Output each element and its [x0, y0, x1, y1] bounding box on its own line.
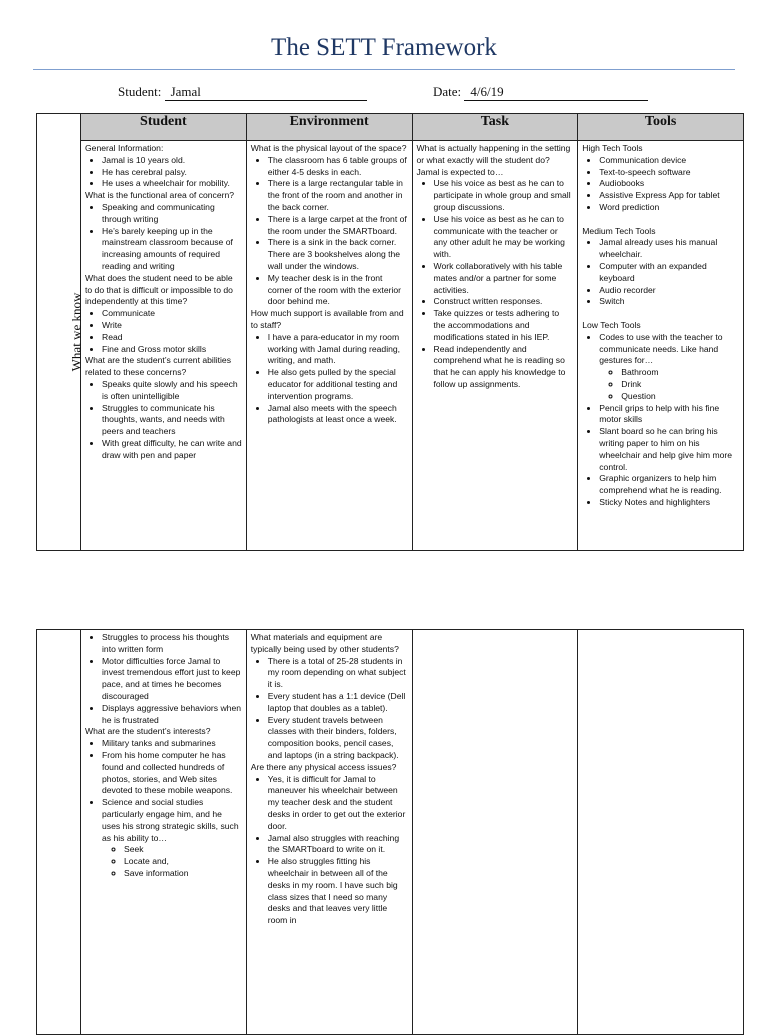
list-item: • Jamal is 10 years old.: [102, 155, 242, 167]
list-item: • He also gets pulled by the special educator for additional testing and intervention programs.: [268, 367, 408, 402]
cell-text: Medium Tech Tools: [582, 225, 656, 236]
bullet-list: [85, 155, 242, 190]
cell-text: What materials and equipment are typically being used by other students?: [250, 632, 399, 654]
list-item: • Take quizzes or tests adhering to the accommodations and modifications stated in his IEP.: [434, 308, 574, 343]
bullet-list: [85, 202, 242, 273]
bullet-list: [251, 656, 408, 762]
list-item: • Audiobooks: [599, 178, 739, 190]
content-row-continued: [37, 630, 744, 1035]
student-label: Student:: [118, 84, 162, 99]
list-item: • He uses a wheelchair for mobility.: [102, 178, 242, 190]
row-label-cell-continued: [37, 630, 81, 1035]
cell-text: [582, 308, 739, 320]
list-item: • Jamal already uses his manual wheelchair.: [599, 237, 739, 261]
list-item: • Communicate: [102, 308, 242, 320]
column-header-student: Student: [81, 114, 247, 141]
cell-text: [582, 214, 739, 226]
list-item: • He has cerebral palsy.: [102, 167, 242, 179]
cell-text: General Information:: [85, 143, 164, 153]
cell-text: What is the functional area of concern?: [85, 190, 235, 201]
student-cell: [81, 141, 247, 551]
column-header-tools: Tools: [578, 114, 744, 141]
bullet-list: [582, 237, 739, 308]
sub-bullet-list: [582, 367, 739, 402]
cell-text: Are there any physical access issues?: [250, 761, 397, 772]
bullet-list: [417, 178, 574, 390]
list-item: ◦ Question: [621, 391, 739, 403]
bullet-list: [85, 632, 242, 726]
student-field: [118, 84, 367, 101]
list-item: • Sticky Notes and highlighters: [599, 497, 739, 509]
list-item: • There is a total of 25-28 students in my room depending on what subject it is.: [268, 656, 408, 691]
list-item: • Use his voice as best as he can to communicate with the teacher or any other adult he may be working with.: [434, 214, 574, 261]
task-cell: [412, 141, 578, 551]
list-item: • Slant board so he can bring his writing paper to him on his wheelchair and help give him more control.: [599, 426, 739, 473]
list-item: • Codes to use with the teacher to communicate needs. Like hand gestures for…: [599, 332, 739, 367]
date-value: 4/6/19: [464, 84, 648, 101]
bullet-list: [582, 403, 739, 509]
list-item: • Use his voice as best as he can to participate in whole group and small group discussions.: [434, 178, 574, 213]
list-item: • With great difficulty, he can write and draw with pen and paper: [102, 438, 242, 462]
list-item: • Every student has a 1:1 device (Dell laptop that doubles as a tablet).: [268, 691, 408, 715]
list-item: • Word prediction: [599, 202, 739, 214]
list-item: • Speaking and communicating through writing: [102, 202, 242, 226]
sett-table-page-1: [36, 113, 744, 551]
list-item: • My teacher desk is in the front corner of the room with the exterior door behind me.: [268, 273, 408, 308]
list-item: • Read: [102, 332, 242, 344]
list-item: • Pencil grips to help with his fine motor skills: [599, 403, 739, 427]
cell-text: How much support is available from and to staff?: [250, 308, 404, 330]
list-item: • Computer with an expanded keyboard: [599, 261, 739, 285]
bullet-list: [582, 332, 739, 367]
row-label-cell: [37, 114, 84, 551]
list-item: • Science and social studies particularly engage him, and he uses his strong strategic skills, such as his ability to…: [102, 797, 242, 844]
list-item: • Graphic organizers to help him comprehend what he is reading.: [599, 473, 739, 497]
cell-text: Low Tech Tools: [582, 319, 641, 330]
sub-bullet-list: [85, 844, 242, 879]
column-header-task: Task: [412, 114, 578, 141]
list-item: • Struggles to process his thoughts into written form: [102, 632, 242, 656]
list-item: • From his home computer he has found and collected hundreds of photos, stories, and Web sites devoted to these mobile weapons.: [102, 750, 242, 797]
date-label: Date:: [433, 84, 462, 99]
student-cell-continued: [81, 630, 247, 1035]
list-item: • Work collaboratively with his table mates and/or a partner for some activities.: [434, 261, 574, 296]
column-header-environment: Environment: [246, 114, 412, 141]
list-item: • Struggles to communicate his thoughts, wants, and needs with peers and teachers: [102, 403, 242, 438]
tools-cell: [578, 141, 744, 551]
list-item: • Communication device: [599, 155, 739, 167]
sett-table-page-2: [36, 629, 744, 1035]
list-item: • Read independently and comprehend what he is reading so that he can apply his knowledge to follow up assignments.: [434, 344, 574, 391]
cell-text: What is the physical layout of the space?: [250, 143, 407, 153]
bullet-list: [582, 155, 739, 214]
list-item: • Motor difficulties force Jamal to invest tremendous effort just to keep pace, and at times he becomes discouraged: [102, 656, 242, 703]
list-item: ◦ Seek: [124, 844, 242, 856]
cell-text: What are the student’s current abilities related to these concerns?: [85, 355, 232, 378]
list-item: • Assistive Express App for tablet: [599, 190, 739, 202]
list-item: • Text-to-speech software: [599, 167, 739, 179]
row-label: What we know: [68, 292, 84, 372]
cell-text: What is actually happening in the setting or what exactly will the student do?: [416, 143, 571, 165]
environment-cell: [246, 141, 412, 551]
cell-text: What are the student’s interests?: [85, 726, 211, 737]
list-item: • Yes, it is difficult for Jamal to maneuver his wheelchair between my teacher desk and the student desks in order to get out the exterior door.: [268, 774, 408, 833]
list-item: • Speaks quite slowly and his speech is often unintelligible: [102, 379, 242, 403]
environment-cell-continued: [246, 630, 412, 1035]
list-item: • The classroom has 6 table groups of either 4-5 desks in each.: [268, 155, 408, 179]
list-item: ◦ Save information: [124, 868, 242, 880]
title-rule: [33, 69, 735, 70]
list-item: • I have a para-educator in my room working with Jamal during reading, writing, and math.: [268, 332, 408, 367]
student-name: Jamal: [165, 84, 367, 101]
tools-cell-continued: [578, 630, 744, 1035]
list-item: • Jamal also meets with the speech pathologists at least once a week.: [268, 403, 408, 427]
list-item: • There is a large rectangular table in the front of the room and another in the back corner.: [268, 178, 408, 213]
list-item: ◦ Locate and,: [124, 856, 242, 868]
list-item: • Write: [102, 320, 242, 332]
list-item: • There is a large carpet at the front of the room under the SMARTboard.: [268, 214, 408, 238]
list-item: • There is a sink in the back corner. There are 3 bookshelves along the wall under the windows.: [268, 237, 408, 272]
cell-text: High Tech Tools: [582, 143, 643, 153]
list-item: • He’s barely keeping up in the mainstream classroom because of increasing amounts of required reading and writing: [102, 226, 242, 273]
list-item: • Switch: [599, 296, 739, 308]
header-row: [37, 114, 744, 141]
list-item: ◦ Bathroom: [621, 367, 739, 379]
list-item: ◦ Drink: [621, 379, 739, 391]
bullet-list: [251, 774, 408, 927]
list-item: • Audio recorder: [599, 285, 739, 297]
date-field: [433, 84, 648, 101]
cell-text: What does the student need to be able to do that is difficult or impossible to do independently at this time?: [85, 272, 233, 307]
list-item: • He also struggles fitting his wheelchair in between all of the desks in my room. I have such big class sizes that I need so many desks and that leaves very little room in: [268, 856, 408, 927]
list-item: • Construct written responses.: [434, 296, 574, 308]
list-item: • Jamal also struggles with reaching the SMARTboard to write on it.: [268, 833, 408, 857]
task-cell-continued: [412, 630, 578, 1035]
bullet-list: [85, 738, 242, 844]
bullet-list: [251, 155, 408, 308]
bullet-list: [251, 332, 408, 426]
content-row: [37, 141, 744, 551]
bullet-list: [85, 308, 242, 355]
list-item: • Every student travels between classes with their binders, folders, composition books, pencil cases, and laptops (in a string backpack).: [268, 715, 408, 762]
list-item: • Displays aggressive behaviors when he is frustrated: [102, 703, 242, 727]
bullet-list: [85, 379, 242, 462]
cell-text: Jamal is expected to…: [416, 166, 504, 177]
list-item: • Military tanks and submarines: [102, 738, 242, 750]
page-title: The SETT Framework: [271, 34, 497, 61]
list-item: • Fine and Gross motor skills: [102, 344, 242, 356]
